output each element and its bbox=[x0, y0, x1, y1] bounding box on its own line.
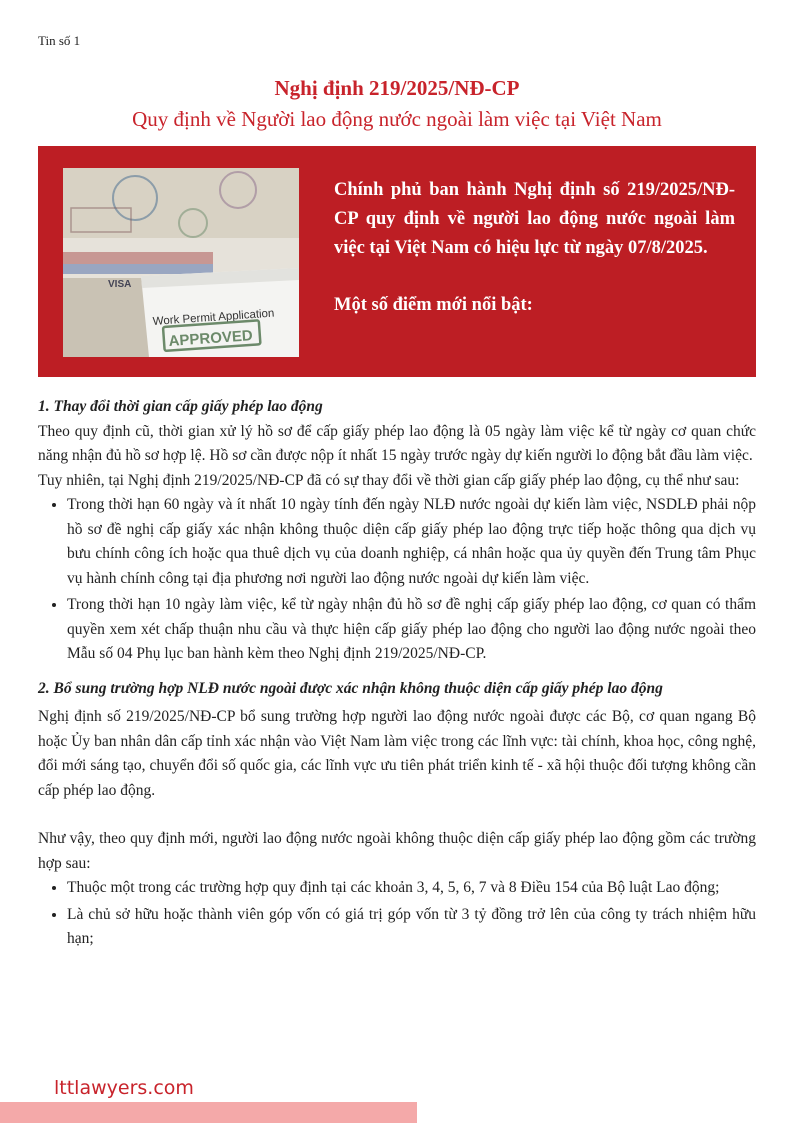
website-link[interactable]: lttlawyers.com bbox=[54, 1077, 194, 1099]
approved-stamp: APPROVED bbox=[168, 327, 254, 350]
section-2-heading: 2. Bổ sung trường hợp NLĐ nước ngoài được xác nhận không thuộc diện cấp giấy phép lao động bbox=[38, 679, 663, 697]
section-2-paragraph-1: Nghị định số 219/2025/NĐ-CP bổ sung trường hợp người lao động nước ngoài được các Bộ, cơ quan ngang Bộ hoặc Ủy ban nhân dân cấp tỉnh xác nhận vào Việt Nam làm việc trong các lĩnh vực: tài chính, khoa học, công nghệ, đổi mới sáng tạo, chuyển đổi số quốc gia, các lĩnh vực ưu tiên phát triển kinh tế - xã hội thuộc đối tượng không cần cấp phép lao động. bbox=[38, 708, 756, 799]
article-body bbox=[38, 395, 756, 954]
list-item: • Thuộc một trong các trường hợp quy định tại các khoản 3, 4, 5, 6, 7 và 8 Điều 154 của Bộ luật Lao động; bbox=[67, 876, 756, 901]
section-2-list bbox=[38, 876, 756, 952]
work-permit-application-label: Work Permit Application bbox=[152, 307, 275, 328]
work-permit-photo bbox=[63, 168, 299, 357]
page-subtitle: Quy định về Người lao động nước ngoài làm việc tại Việt Nam bbox=[132, 107, 662, 131]
section-1-list bbox=[38, 493, 756, 667]
page-title: Nghị định 219/2025/NĐ-CP bbox=[274, 76, 520, 100]
list-item: • Là chủ sở hữu hoặc thành viên góp vốn có giá trị góp vốn từ 3 tỷ đồng trở lên của công ty trách nhiệm hữu hạn; bbox=[67, 903, 756, 952]
issue-number: Tin số 1 bbox=[38, 33, 81, 48]
footer-strip bbox=[0, 1102, 417, 1123]
list-item: • Trong thời hạn 10 ngày làm việc, kể từ ngày nhận đủ hồ sơ đề nghị cấp giấy phép lao động, cơ quan có thẩm quyền xem xét chấp thuận nhu cầu và thực hiện cấp giấy phép lao động cho người lao động nước ngoài theo Mẫu số 04 Phụ lục ban hành kèm theo Nghị định 219/2025/NĐ-CP. bbox=[67, 593, 756, 667]
banner-highlight: Một số điểm mới nổi bật: bbox=[334, 295, 533, 315]
section-2-paragraph-2: Như vậy, theo quy định mới, người lao động nước ngoài không thuộc diện cấp giấy phép lao động gồm các trường hợp sau: bbox=[38, 830, 756, 872]
visa-label: VISA bbox=[108, 279, 132, 290]
section-1-paragraph-1: Theo quy định cũ, thời gian xử lý hồ sơ để cấp giấy phép lao động là 05 ngày làm việc kể từ ngày cơ quan chức năng nhận đủ hồ sơ hợp lệ. Hồ sơ cần được nộp ít nhất 15 ngày trước ngày dự kiến người lo động bắt đầu làm việc. bbox=[38, 422, 756, 464]
intro-banner bbox=[38, 146, 756, 377]
list-item: • Trong thời hạn 60 ngày và ít nhất 10 ngày tính đến ngày NLĐ nước ngoài dự kiến làm việc, NSDLĐ phải nộp hồ sơ đề nghị cấp giấy xác nhận không thuộc diện cấp giấy phép lao động trực tiếp hoặc thông qua dịch vụ bưu chính công ích hoặc qua thuê dịch vụ của doanh nghiệp, cá nhân hoặc qua ủy quyền đến Trung tâm Phục vụ hành chính công tại địa phương nơi người lao động nước ngoài dự kiến làm việc. bbox=[67, 493, 756, 591]
section-1-heading: 1. Thay đổi thời gian cấp giấy phép lao động bbox=[38, 398, 323, 415]
section-1-paragraph-2: Tuy nhiên, tại Nghị định 219/2025/NĐ-CP đã có sự thay đổi về thời gian cấp giấy phép lao động, cụ thể như sau: bbox=[38, 471, 740, 489]
banner-lead: Chính phủ ban hành Nghị định số 219/2025/NĐ-CP quy định về người lao động nước ngoài làm việc tại Việt Nam có hiệu lực từ ngày 07/8/2025. bbox=[334, 180, 735, 258]
banner-text bbox=[334, 176, 735, 320]
